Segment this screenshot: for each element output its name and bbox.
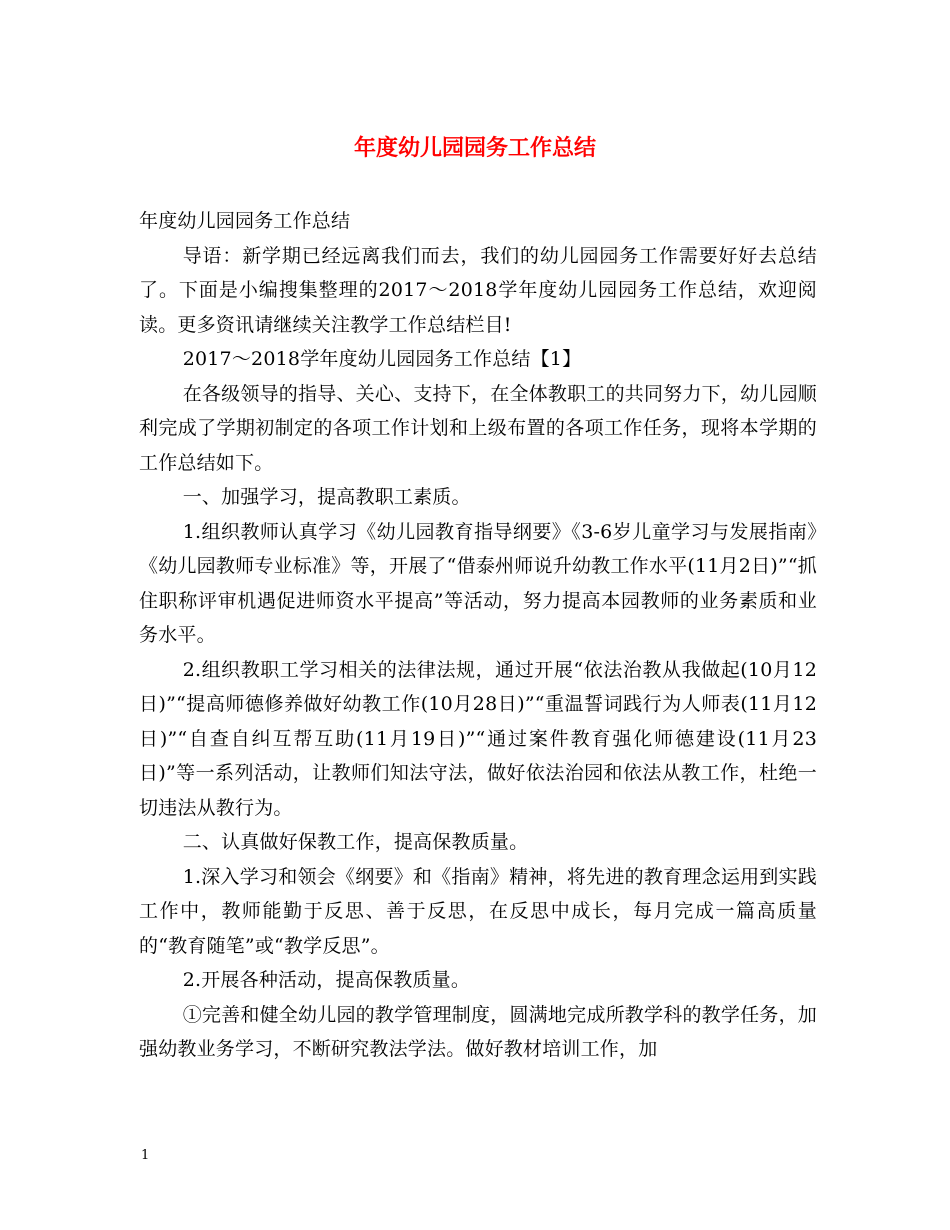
paragraph: 在各级领导的指导、关心、支持下，在全体教职工的共同努力下，幼儿园顺利完成了学期初制定的各项工作计划和上级布置的各项工作任务，现将本学期的工作总结如下。 xyxy=(139,382,817,474)
page-number: 1 xyxy=(141,1148,150,1163)
paragraph: ①完善和健全幼儿园的教学管理制度，圆满地完成所教学科的教学任务，加强幼教业务学习，不断研究教法学法。做好教材培训工作，加 xyxy=(139,1003,817,1060)
paragraph: 2.组织教职工学习相关的法律法规，通过开展“依法治教从我做起(10月12日)”“提高师德修养做好幼教工作(10月28日)”“重温誓词践行为人师表(11月12日)”“自查自纠互帮互助(11月19日)”“通过案件教育强化师德建设(11月23日)”等一系列活动，让教师们知法守法，做好依法治园和依法从教工作，杜绝一切违法从教行为。 xyxy=(139,658,817,819)
paragraph: 2.开展各种活动，提高保教质量。 xyxy=(182,969,471,991)
paragraph: 1.组织教师认真学习《幼儿园教育指导纲要》《3-6岁儿童学习与发展指南》《幼儿园教师专业标准》等，开展了“借泰州师说升幼教工作水平(11月2日)”“抓住职称评审机遇促进师资水平提高”等活动，努力提高本园教师的业务素质和业务水平。 xyxy=(139,520,817,646)
paragraph: 导语：新学期已经远离我们而去，我们的幼儿园园务工作需要好好去总结了。下面是小编搜集整理的2017～2018学年度幼儿园园务工作总结，欢迎阅读。更多资讯请继续关注教学工作总结栏目! xyxy=(139,244,817,336)
paragraph: 年度幼儿园园务工作总结 xyxy=(139,210,351,232)
paragraph: 二、认真做好保教工作，提高保教质量。 xyxy=(182,831,529,853)
paragraph: 一、加强学习，提高教职工素质。 xyxy=(182,486,471,508)
paragraph: 1.深入学习和领会《纲要》和《指南》精神，将先进的教育理念运用到实践工作中，教师能勤于反思、善于反思，在反思中成长，每月完成一篇高质量的“教育随笔”或“教学反思”。 xyxy=(139,865,817,957)
document-title: 年度幼儿园园务工作总结 xyxy=(353,135,596,161)
paragraph: 2017～2018学年度幼儿园园务工作总结【1】 xyxy=(182,348,582,370)
document-body xyxy=(139,204,817,1067)
